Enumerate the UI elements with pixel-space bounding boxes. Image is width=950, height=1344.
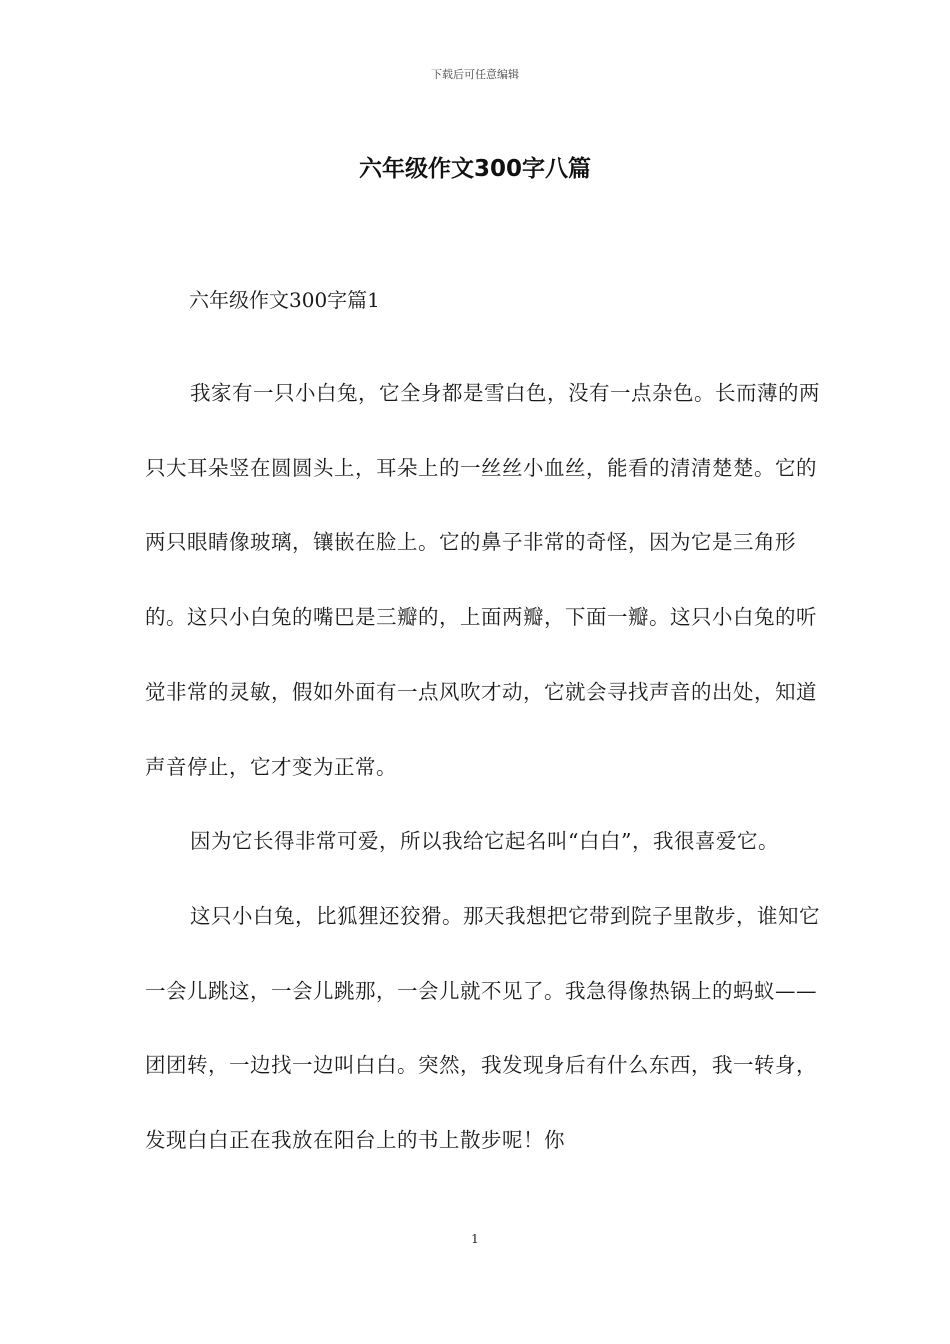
paragraph-3: 这只小白兔，比狐狸还狡猾。那天我想把它带到院子里散步，谁知它一会儿跳这，一会儿跳那，一会儿就不见了。我急得像热锅上的蚂蚁——团团转，一边找一边叫白白。突然，我发现身后有什么东西，我一转身，发现白白正在我放在阳台上的书上散步呢！你 bbox=[145, 903, 820, 1153]
document-title: 六年级作文300字八篇 bbox=[358, 156, 591, 182]
header-note: 下载后可任意编辑 bbox=[431, 68, 519, 81]
section-heading: 六年级作文300字篇1 bbox=[189, 288, 380, 312]
paragraph-1: 我家有一只小白兔，它全身都是雪白色，没有一点杂色。长而薄的两只大耳朵竖在圆圆头上，耳朵上的一丝丝小血丝，能看的清清楚楚。它的两只眼睛像玻璃，镶嵌在脸上。它的鼻子非常的奇怪，因为它是三角形的。这只小白兔的嘴巴是三瓣的，上面两瓣，下面一瓣。这只小白兔的听觉非常的灵敏，假如外面有一点风吹才动，它就会寻找声音的出处，知道声音停止，它才变为正常。 bbox=[145, 381, 820, 779]
document-body bbox=[145, 280, 825, 1178]
page-number: 1 bbox=[471, 1232, 479, 1246]
paragraph-2: 因为它长得非常可爱，所以我给它起名叫“白白”，我很喜爱它。 bbox=[190, 829, 779, 854]
